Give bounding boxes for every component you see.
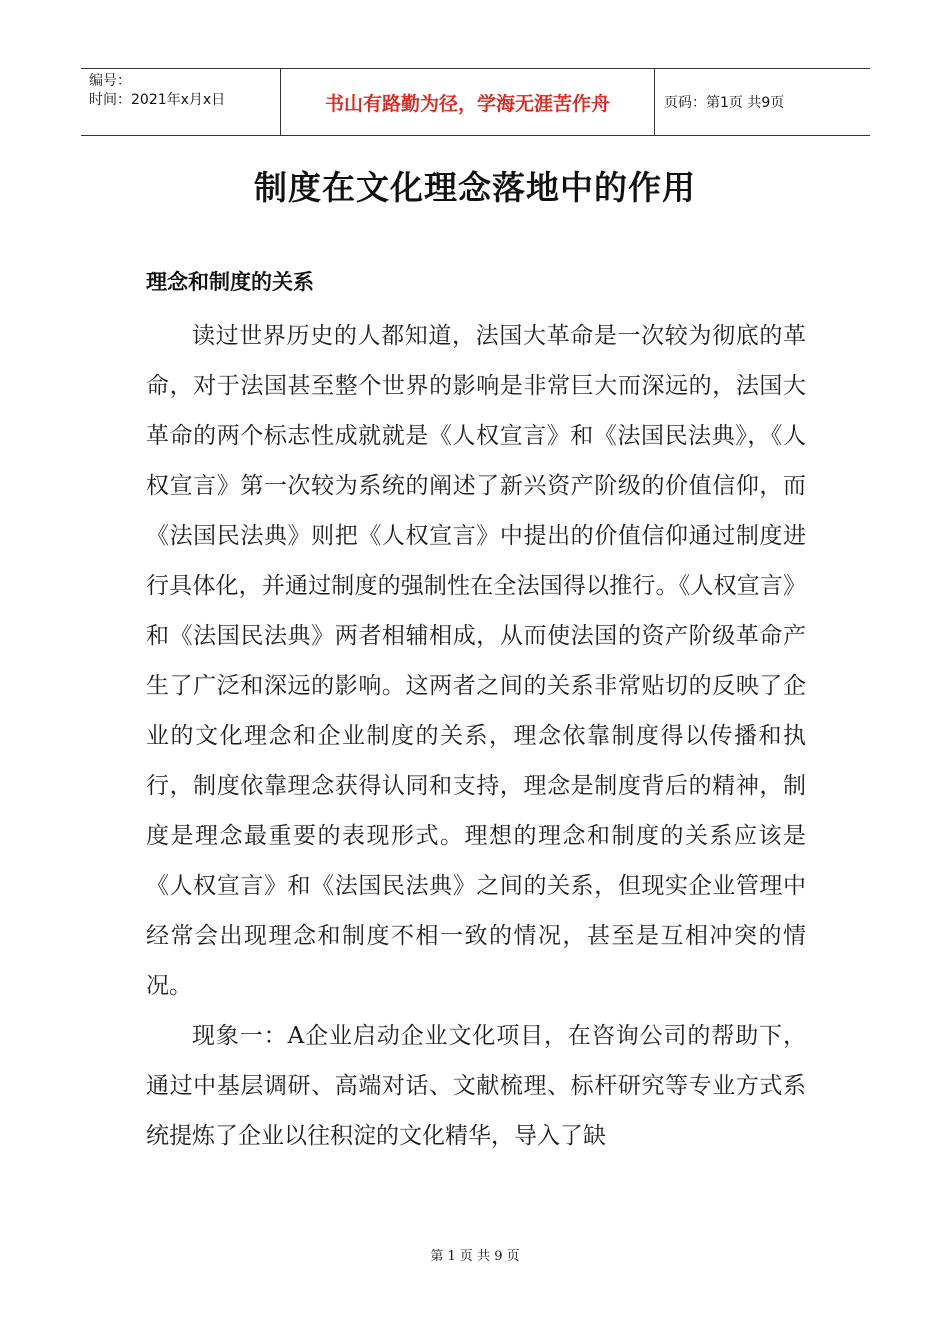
body-paragraph: 读过世界历史的人都知道，法国大革命是一次较为彻底的革命，对于法国甚至整个世界的影响是非常巨大而深远的，法国大革命的两个标志性成就就是《人权宣言》和《法国民法典》，《人权宣言》第一次较为系统的阐述了新兴资产阶级的价值信仰，而《法国民法典》则把《人权宣言》中提出的价值信仰通过制度进行具体化，并通过制度的强制性在全法国得以推行。《人权宣言》和《法国民法典》两者相辅相成，从而使法国的资产阶级革命产生了广泛和深远的影响。这两者之间的关系非常贴切的反映了企业的文化理念和企业制度的关系，理念依靠制度得以传播和执行，制度依靠理念获得认同和支持，理念是制度背后的精神，制度是理念最重要的表现形式。理想的理念和制度的关系应该是《人权宣言》和《法国民法典》之间的关系，但现实企业管理中经常会出现理念和制度不相一致的情况，甚至是互相冲突的情况。: [146, 323, 806, 999]
document-header: [81, 68, 870, 136]
section-heading: 理念和制度的关系: [146, 270, 314, 294]
document-body: [146, 311, 806, 1161]
page-footer: 第 1 页 共 9 页: [430, 1249, 520, 1264]
document-time-label: 时间：2021年x月x日: [89, 92, 226, 108]
header-page-info: 页码：第1页 共9页: [664, 95, 785, 111]
document-number-label: 编号：: [89, 73, 131, 89]
body-paragraph: 现象一：A企业启动企业文化项目，在咨询公司的帮助下，通过中基层调研、高端对话、文献梳理、标杆研究等专业方式系统提炼了企业以往积淀的文化精华，导入了缺: [146, 1023, 806, 1149]
document-title: 制度在文化理念落地中的作用: [254, 168, 696, 207]
header-meta-cell: [81, 69, 281, 135]
header-motto: 书山有路勤为径，学海无涯苦作舟: [281, 69, 655, 135]
